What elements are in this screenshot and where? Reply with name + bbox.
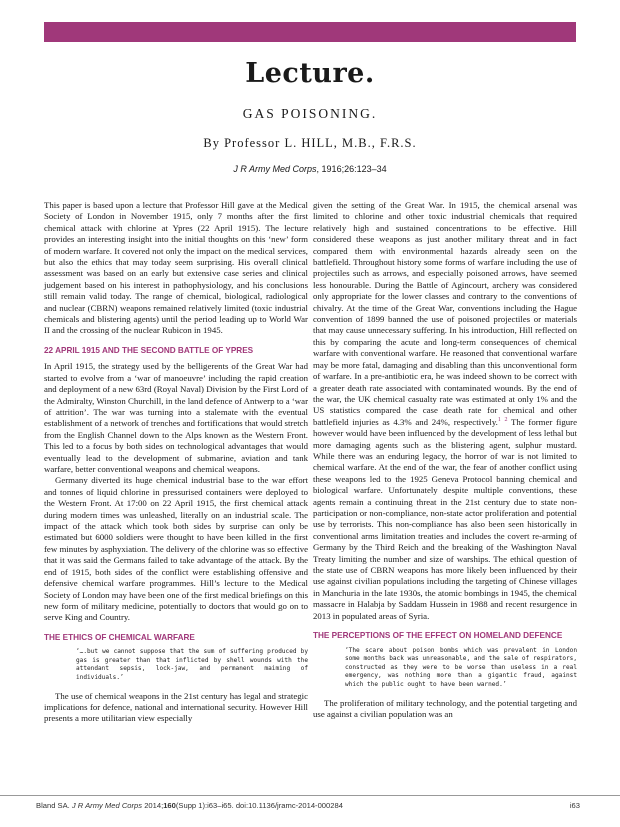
left-column: [44, 200, 308, 725]
ethics-text-part-1: given the setting of the Great War. In 1915, the chemical arsenal was limited to chlorine and other toxic industrial chemicals that required relatively high and sustained concentrations to be effective. Hill considered these weapons as just another military threat and in fact compared them with environmental hazards already seen on the battlefield. Throughout history some forms of warfare including the use of projectiles such as arrows, and especially poisoned arrows, have seemed less honourable. During the Battle of Agincourt, archery was considered only appropriate for the lower classes and contrary to the conventions of chivalry. At the time of the Great War, conventions including the Hague convention of 1899 banned the use of poisoned projectiles or materials that may cause unnecessary suffering. In his introduction, Hill reflected on this by comparing the acute and long-term consequences of chemical warfare with conventional warfare. He reasoned that conventional warfare may be more fatal, damaging and disabling than this unconventional form of warfare. In a pre-antibiotic era, he was indeed shown to be correct with a greater death rate associated with contaminated wounds. By the end of the war, the UK chemical casualty rate was estimated at only 1% and the US statistics compared the case death rate for chemical and other battlefield injuries as 4.3% and 24%, respectively.: [313, 200, 577, 427]
homeland-quote: ‘The scare about poison bombs which was prevalent in London some months back was unreasonable, and the sale of respirators, constructed as they were to be worse than useless in a real emergency, was nothing more than a gigantic fraud, against which the public ought to have been warned.’: [345, 646, 577, 688]
ethics-paragraph: The use of chemical weapons in the 21st century has legal and strategic implications for defence, national and international security. However Hill presents a more utilitarian view especially: [44, 690, 308, 724]
citation-details: , 1916;26:123–34: [316, 164, 387, 174]
footer-author: Bland SA.: [36, 801, 72, 810]
page-number: i63: [569, 801, 580, 810]
lecture-title: Lecture.: [245, 58, 375, 89]
reference-2[interactable]: 2: [504, 416, 508, 423]
footer-doi: (Supp 1):i63–i65. doi:10.1136/jramc-2014-000284: [175, 801, 343, 810]
reference-1[interactable]: 1: [497, 416, 501, 423]
ethics-paragraph-continued: [313, 200, 577, 622]
ypres-paragraph-1: In April 1915, the strategy used by the belligerents of the Great War had started to evolve from a ‘war of manoeuvre’ including the rapid creation and deployment of a new 63rd (Royal Naval) Division by the First Lord of the Admiralty, Winston Churchill, in the land defence of Antwerp to a ‘war of attrition’. The war was turning into a stalemate with the eventual establishment of a network of trenches and fortifications that would stretch from the English Channel down to the Alps known as the Western Front. This led to a focus by both sides on technological advantages that would eventually lead to the development of submarine, aviation and tank warfare, better conventional weapons and chemical weapons.: [44, 361, 308, 475]
section-heading-ypres: 22 APRIL 1915 AND THE SECOND BATTLE OF YPRES: [44, 345, 254, 355]
citation-journal: J R Army Med Corps: [233, 164, 317, 174]
footer-divider: [0, 795, 620, 796]
ethics-quote: ‘….but we cannot suppose that the sum of suffering produced by gas is greater than that inflicted by shell wounds with the attendant sepsis, lock-jaw, and permanent maiming of individuals.’: [76, 648, 308, 681]
footer-citation: [36, 801, 343, 810]
header-color-bar: [44, 22, 576, 42]
footer-journal: J R Army Med Corps: [71, 801, 143, 810]
section-heading-homeland-defence: THE PERCEPTIONS OF THE EFFECT ON HOMELAND DEFENCE: [313, 631, 563, 641]
citation: [0, 164, 620, 174]
intro-paragraph: This paper is based upon a lecture that Professor Hill gave at the Medical Society of London in November 1915, only 7 months after the first chemical attack with chlorine at Ypres (22 April 1915). The lecture provides an interesting insight into the initial thoughts on this ‘new’ form of modern warfare. It covered not only the impact on the medical services, but also the ethics that may today seem surprising. His overall clinical assessment was based on an early but extensive case series and clinical judgement based on his interest in pathophysiology, and his conclusions still remain valid today. The range of chemical, biological, radiological and nuclear (CBRN) weapons remained relatively limited (toxic industrial chemicals and blistering agents) until the period leading up to World War II and the crossing of the nuclear Rubicon in 1945.: [44, 200, 308, 336]
author-line: By Professor L. HILL, M.B., F.R.S.: [203, 136, 417, 150]
right-column: [313, 200, 577, 720]
footer-year: 2014;: [142, 801, 164, 810]
section-heading-ethics: THE ETHICS OF CHEMICAL WARFARE: [44, 632, 195, 642]
footer-volume: 160: [163, 801, 176, 810]
homeland-paragraph: The proliferation of military technology, and the potential targeting and use against a civilian population was an: [313, 697, 577, 719]
ethics-text-part-2: The former figure however would have been influenced by the development of less lethal but more damaging agents such as the blistering agent, sulphur mustard. While there was an enduring legacy, the horror of war is not limited to chemical warfare. At the end of the war, the fear of another conflict using these weapons led to the 1925 Geneva Protocol banning chemical and biological warfare. Unfortunately despite multiple conventions, these agents remain a continuing threat in the 21st century due to state non-participation or non-compliance, non-state actor proliferation and potential use by terrorists. This non-compliance has also been seen historically in conventional arms limitation treaties and includes the covert re-arming of Germany by the Third Reich and the breaking of the Washington Naval Treaty limiting the number and size of warships. The ethical question of the state use of CBRN weapons has more likely been influenced by their use against civilian populations including the targeting of Chinese villages in Manchuria in the late 1930s, the atomic bombings in 1945, the chemical massacre in Halabja by Saddam Hussein in 1988 and recent resurgence in 2013 in populated areas of Syria.: [313, 416, 577, 621]
article-subtitle: GAS POISONING.: [242, 106, 378, 121]
ypres-paragraph-2: Germany diverted its huge chemical industrial base to the war effort and tonnes of liquid chlorine in pressurised containers were deployed to the Western Front. At 17:00 on 22 April 1915, the first chemical attack during modern times was unleashed, literally on an industrial scale. The impact of the attack which took both sides by surprise can only be estimated but 6000 soldiers were thought to have been killed in the first few minutes by asphyxiation. The delivery of the chlorine was so effective that it was said the Germans failed to take advantage of the attack. By the end of 1915, both sides of the conflict were establishing offensive and defensive chemical warfare programmes. Hill’s lecture to the Medical Society of London may have been one of the first medical briefings on this new form of military medicine, potentially to doctors that would go on to serve King and Country.: [44, 475, 308, 623]
